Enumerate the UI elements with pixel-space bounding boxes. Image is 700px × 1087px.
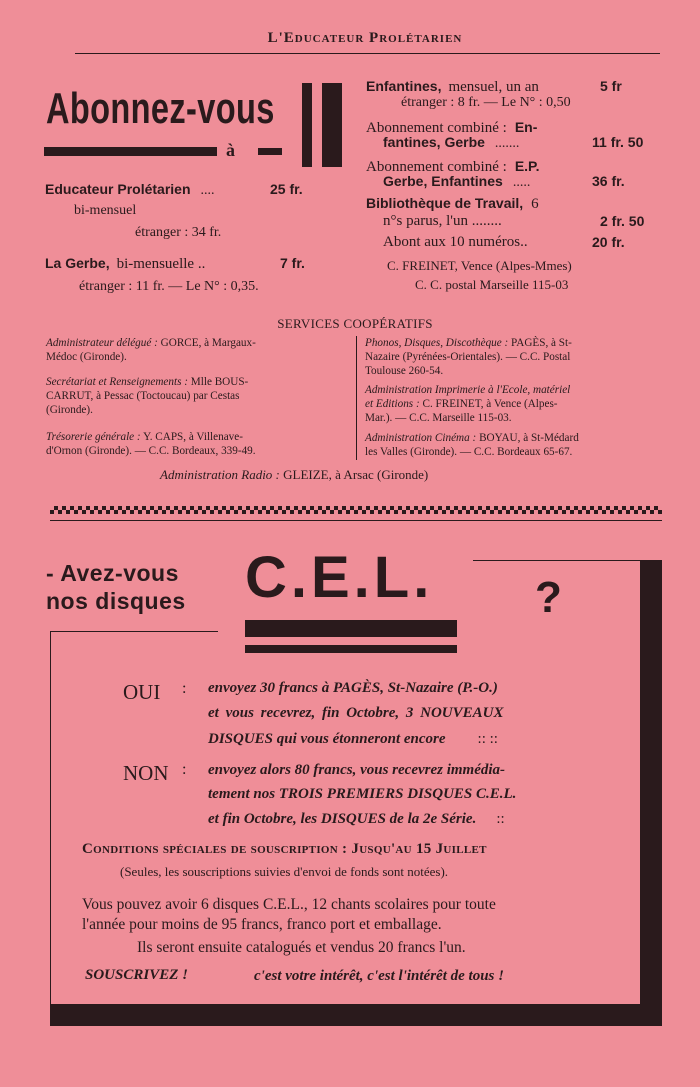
oui-label: OUI [123, 680, 161, 704]
abonnez-a: à [226, 140, 235, 160]
question-line2: nos disques [46, 588, 186, 614]
enfantines-price: 5 fr [600, 78, 622, 94]
bib-num: 6 [531, 196, 539, 212]
combine2-dots: ..... [512, 175, 531, 190]
combine1-row2 [383, 134, 519, 152]
interet-line: c'est votre intérêt, c'est l'intérêt de tous ! [254, 968, 504, 984]
service-imprimerie [365, 383, 665, 425]
services-heading: SERVICES COOPÉRATIFS [277, 316, 433, 331]
enfantines-foreign: étranger : 8 fr. — Le N° : 0,50 [401, 95, 571, 110]
bib-name: Bibliothèque de Travail, [366, 195, 524, 211]
gerbe-name: La Gerbe, [45, 255, 110, 271]
cel-title: C.E.L. [245, 545, 434, 610]
oui-line3-colons: :: :: [477, 731, 498, 747]
service-text: Y. CAPS, à Villenave- [143, 431, 243, 443]
oui-colon: : [182, 680, 187, 697]
box-right-shadow [640, 560, 662, 1020]
gerbe-freq: bi-mensuelle .. [116, 256, 206, 272]
service-text: (Gironde). [46, 404, 93, 416]
conditions-note: (Seules, les souscriptions suivies d'envoi de fonds sont notées). [120, 864, 449, 879]
combine2-label: Abonnement combiné : [366, 159, 507, 175]
souscrivez-label: SOUSCRIVEZ ! [85, 967, 188, 983]
service-role: Administration Radio : [160, 467, 280, 482]
box-bottom-shadow [50, 1004, 662, 1026]
service-text: Médoc (Gironde). [46, 351, 127, 363]
service-text: d'Ornon (Gironde). — C.C. Bordeaux, 339-49. [46, 445, 256, 457]
oui-line1: envoyez 30 francs à PAGÈS, St-Nazaire (P.-O.) [208, 680, 498, 696]
cel-underline-1 [245, 620, 457, 637]
box-left-top-line [50, 631, 218, 632]
combine1-label: Abonnement combiné : [366, 120, 507, 136]
service-role: Secrétariat et Renseignements : [46, 376, 188, 388]
box-top-border [473, 560, 640, 561]
service-role: Phonos, Disques, Discothèque : [365, 337, 509, 349]
educateur-row [45, 181, 215, 199]
service-text: CARRUT, à Pessac (Toctoucau) par Cestas [46, 390, 240, 402]
avoir-line1: Vous pouvez avoir 6 disques C.E.L., 12 chants scolaires pour toute [82, 896, 496, 913]
bib-price3: 20 fr. [592, 234, 625, 250]
conditions-line: Conditions spéciales de souscription : Jusqu'au 15 Juillet [82, 841, 487, 857]
oui-line2: et vous recevrez, fin Octobre, 3 NOUVEAUX [208, 705, 504, 721]
educateur-foreign: étranger : 34 fr. [135, 225, 222, 240]
gerbe-row [45, 255, 205, 273]
a-dash [258, 148, 282, 155]
separator-rule [50, 520, 662, 521]
service-admin-delegue [46, 336, 348, 364]
service-role: Trésorerie générale : [46, 431, 141, 443]
service-text: BOYAU, à St-Médard [479, 432, 579, 444]
service-text: GLEIZE, à Arsac (Gironde) [283, 467, 429, 482]
gerbe-foreign: étranger : 11 fr. — Le N° : 0,35. [79, 279, 259, 294]
combine2-bold1: E.P. [514, 158, 540, 174]
bib-line2: n°s parus, l'un ........ [383, 213, 502, 229]
combine1-dots: ....... [494, 136, 520, 151]
checkered-separator [50, 506, 662, 514]
enfantines-freq: mensuel, un an [448, 79, 539, 95]
oui-line3 [208, 730, 498, 748]
headline-vbar-2 [322, 83, 342, 167]
non-line2: tement nos TROIS PREMIERS DISQUES C.E.L. [208, 786, 517, 802]
service-cinema [365, 431, 665, 459]
service-text: Toulouse 260-54. [365, 365, 444, 377]
combine1-bold1: En- [514, 119, 538, 135]
bib-line3: Abont aux 10 numéros.. [383, 234, 528, 250]
service-text: GORCE, à Margaux- [160, 337, 256, 349]
enfantines-name: Enfantines, [366, 78, 442, 94]
avoir-line3: Ils seront ensuite catalogués et vendus 20 francs l'un. [137, 939, 466, 956]
non-line3 [208, 810, 505, 828]
non-line3-colons: :: [496, 811, 505, 827]
combine2-price: 36 fr. [592, 173, 625, 189]
service-role: Administration Cinéma : [365, 432, 477, 444]
service-text: PAGÈS, à St- [511, 337, 572, 349]
freinet-line: C. FREINET, Vence (Alpes-Mmes) [387, 258, 572, 273]
service-role: et Editions : [365, 398, 420, 410]
non-colon: : [182, 761, 187, 778]
non-line1: envoyez alors 80 francs, vous recevrez immédia- [208, 762, 506, 778]
avoir-line2: l'année pour moins de 95 francs, franco port et emballage. [82, 916, 442, 933]
service-text: C. FREINET, à Vence (Alpes- [422, 398, 558, 410]
oui-line3-text: DISQUES qui vous étonneront encore [208, 731, 446, 747]
headline-vbar-1 [302, 83, 312, 167]
service-role: Administrateur délégué : [46, 337, 158, 349]
service-text: Nazaire (Pyrénées-Orientales). — C.C. Postal [365, 351, 571, 363]
combine1-price: 11 fr. 50 [592, 134, 644, 150]
educateur-price: 25 fr. [270, 181, 303, 197]
running-header: L'Educateur Prolétarien [267, 30, 463, 46]
box-left-border [50, 631, 51, 1007]
service-text: Mar.). — C.C. Marseille 115-03. [365, 412, 512, 424]
header-rule [75, 53, 660, 54]
service-phonos [365, 336, 665, 378]
combine2-row2 [383, 173, 530, 191]
educateur-name: Educateur Prolétarien [45, 181, 191, 197]
gerbe-price: 7 fr. [280, 255, 305, 271]
non-label: NON [123, 761, 169, 785]
enfantines-row [366, 78, 539, 96]
service-tresorerie [46, 430, 356, 458]
combine1-bold2: fantines, Gerbe [383, 134, 485, 150]
question-line1: - Avez-vous [46, 560, 179, 586]
postal-line: C. C. postal Marseille 115-03 [415, 277, 569, 292]
bib-price2: 2 fr. 50 [600, 213, 645, 229]
non-line3-text: et fin Octobre, les DISQUES de la 2e Série. [208, 811, 477, 827]
headline-underline [44, 147, 217, 156]
question-mark: ? [535, 573, 562, 622]
combine2-bold2: Gerbe, Enfantines [383, 173, 503, 189]
abonnez-headline: Abonnez-vous [46, 84, 275, 133]
service-secretariat [46, 375, 348, 417]
educateur-dots: .... [200, 183, 215, 198]
service-text: Mlle BOUS- [190, 376, 249, 388]
cel-underline-2 [245, 645, 457, 653]
bib-row1 [366, 195, 539, 213]
educateur-freq: bi-mensuel [74, 203, 137, 218]
service-text: les Valles (Gironde). — C.C. Bordeaux 65-67. [365, 446, 573, 458]
service-radio [160, 467, 428, 483]
service-role: Administration Imprimerie à l'Ecole, matériel [365, 384, 571, 396]
services-divider [356, 336, 357, 460]
